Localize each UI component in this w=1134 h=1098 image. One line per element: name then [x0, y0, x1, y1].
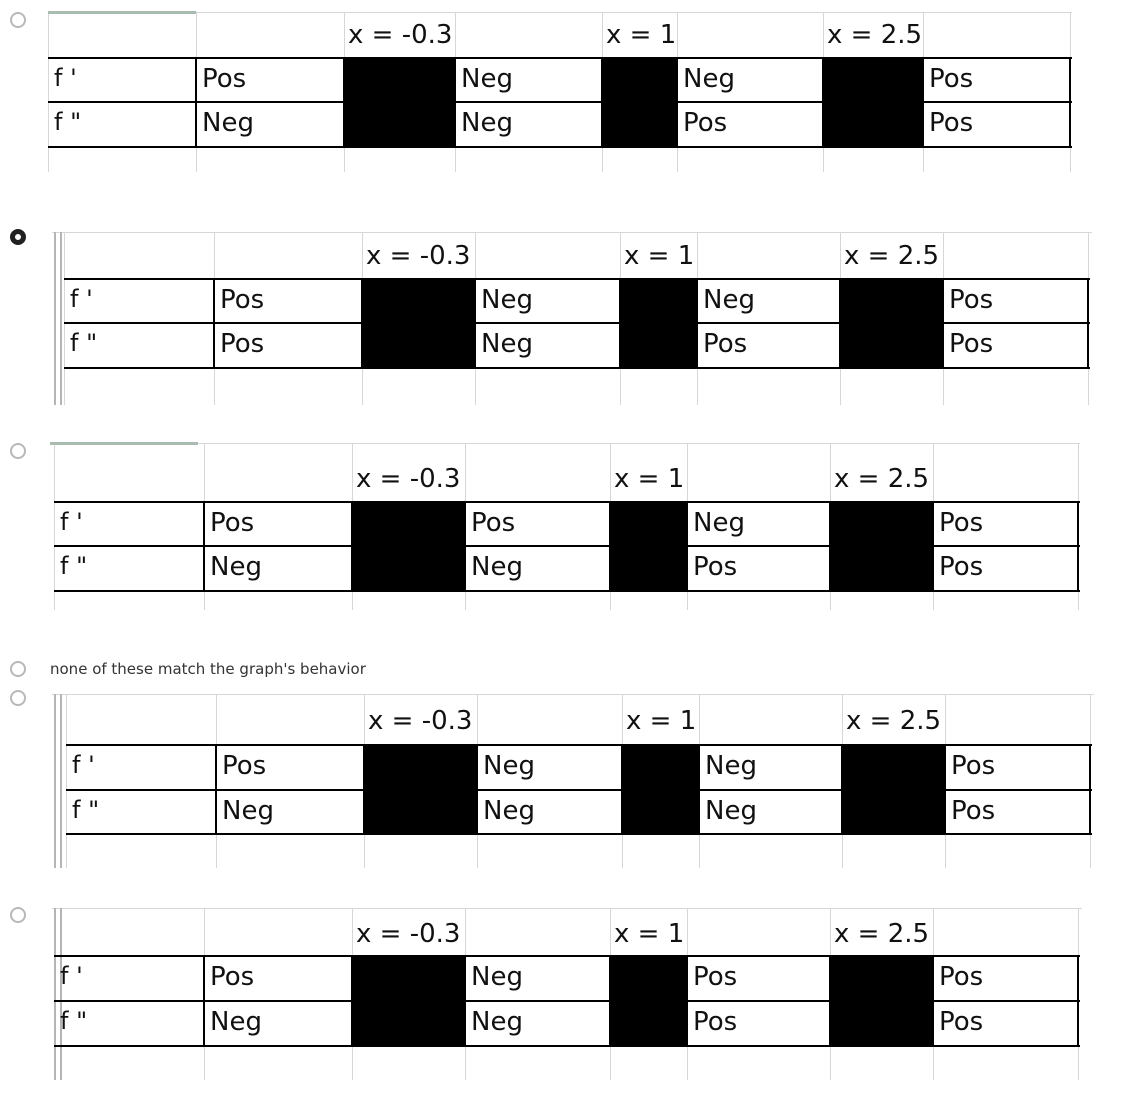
sign-cell: Pos: [949, 329, 994, 359]
table-border: [203, 502, 205, 591]
table-border: [48, 101, 1072, 103]
blocked-cell: [364, 745, 477, 790]
sign-cell: Neg: [483, 796, 535, 826]
sign-cell: Pos: [951, 796, 996, 826]
sign-cell: Neg: [471, 552, 523, 582]
header-label: x = 1: [626, 706, 697, 736]
grid-line: [52, 694, 1094, 695]
table-border: [932, 956, 934, 1046]
row-label-fprime: f ': [70, 285, 93, 313]
row-label-fdouble: f ": [70, 329, 98, 357]
sign-cell: Pos: [210, 508, 255, 538]
table-border: [213, 279, 215, 368]
grid-line: [50, 443, 1080, 444]
table-border: [64, 367, 1090, 369]
table-border: [48, 57, 1072, 59]
table-border: [696, 279, 698, 368]
sign-cell: Neg: [202, 108, 254, 138]
table-border: [619, 279, 621, 368]
table-border: [841, 745, 843, 834]
sign-cell: Pos: [949, 285, 994, 315]
blocked-cell: [610, 1001, 687, 1046]
table-border: [54, 590, 1080, 592]
sheet-top-bar: [50, 442, 198, 445]
table-border: [609, 502, 611, 591]
table-border: [66, 833, 1092, 835]
table-border: [64, 322, 1090, 324]
sign-cell: Neg: [471, 962, 523, 992]
radio-option-3[interactable]: [10, 443, 26, 459]
header-label: x = 1: [624, 241, 695, 271]
sign-cell: Neg: [210, 552, 262, 582]
blocked-cell: [830, 1001, 933, 1046]
sign-cell: Pos: [222, 751, 267, 781]
blocked-cell: [840, 279, 943, 323]
blocked-cell: [344, 58, 455, 102]
sheet-left-bar: [60, 694, 62, 868]
table-border: [601, 58, 603, 147]
blocked-cell: [364, 790, 477, 834]
table-border: [66, 744, 1092, 746]
sign-cell: Neg: [705, 796, 757, 826]
header-label: x = 1: [614, 464, 685, 494]
table-border: [822, 58, 824, 147]
header-label: x = 2.5: [846, 706, 942, 736]
header-label: x = -0.3: [356, 464, 461, 494]
header-label: x = 1: [606, 20, 677, 50]
table-border: [686, 956, 688, 1046]
radio-option-none[interactable]: [10, 661, 26, 677]
blocked-cell: [830, 502, 933, 546]
table-border: [54, 955, 1080, 957]
grid-line: [54, 443, 55, 610]
sign-cell: Pos: [202, 64, 247, 94]
table-border: [1077, 502, 1079, 591]
blocked-cell: [840, 323, 943, 368]
blocked-cell: [352, 546, 465, 591]
sign-cell: Neg: [461, 108, 513, 138]
radio-option-1[interactable]: [10, 12, 26, 28]
table-border: [839, 279, 841, 368]
table-border: [932, 502, 934, 591]
sign-cell: Pos: [220, 285, 265, 315]
sign-cell: Pos: [210, 962, 255, 992]
blocked-cell: [352, 1001, 465, 1046]
sheet-top-bar: [48, 11, 196, 14]
header-label: x = 2.5: [844, 241, 940, 271]
option-none-text: none of these match the graph's behavior: [50, 660, 366, 678]
table-border: [66, 789, 1092, 791]
sign-cell: Pos: [939, 552, 984, 582]
sign-cell: Neg: [705, 751, 757, 781]
table-border: [698, 745, 700, 834]
header-label: x = -0.3: [366, 241, 471, 271]
table-border: [829, 502, 831, 591]
table-border: [48, 146, 1072, 148]
radio-option-5[interactable]: [10, 907, 26, 923]
sign-cell: Pos: [220, 329, 265, 359]
sign-cell: Pos: [929, 108, 974, 138]
blocked-cell: [620, 323, 697, 368]
blocked-cell: [602, 58, 677, 102]
sign-cell: Pos: [693, 552, 738, 582]
table-border: [942, 279, 944, 368]
blocked-cell: [362, 323, 475, 368]
blocked-cell: [622, 790, 699, 834]
table-border: [686, 502, 688, 591]
blocked-cell: [823, 58, 923, 102]
sign-cell: Neg: [461, 64, 513, 94]
sign-cell: Neg: [222, 796, 274, 826]
header-label: x = -0.3: [356, 919, 461, 949]
header-label: x = -0.3: [348, 20, 453, 50]
table-border: [476, 745, 478, 834]
row-label-fprime: f ': [72, 751, 95, 779]
blocked-cell: [362, 279, 475, 323]
sign-cell: Pos: [693, 962, 738, 992]
row-label-fprime: f ': [60, 508, 83, 536]
sign-cell: Neg: [693, 508, 745, 538]
sign-cell: Neg: [703, 285, 755, 315]
table-border: [54, 1000, 1080, 1002]
sheet-left-bar: [54, 694, 56, 868]
blocked-cell: [344, 102, 455, 147]
table-border: [609, 956, 611, 1046]
radio-option-4[interactable]: [10, 690, 26, 706]
header-label: x = 2.5: [834, 464, 930, 494]
header-label: x = 2.5: [834, 919, 930, 949]
grid-line: [64, 232, 65, 405]
blocked-cell: [830, 546, 933, 591]
sign-cell: Pos: [929, 64, 974, 94]
blocked-cell: [602, 102, 677, 147]
sign-cell: Neg: [481, 329, 533, 359]
grid-line: [48, 12, 1072, 13]
table-border: [474, 279, 476, 368]
row-label-fprime: f ': [60, 962, 83, 990]
sign-cell: Pos: [471, 508, 516, 538]
row-label-fdouble: f ": [60, 1007, 88, 1035]
row-label-fdouble: f ": [72, 796, 100, 824]
table-border: [1069, 58, 1071, 147]
table-border: [363, 745, 365, 834]
table-border: [361, 279, 363, 368]
table-border: [454, 58, 456, 147]
blocked-cell: [842, 790, 945, 834]
table-border: [203, 956, 205, 1046]
sheet-left-bar: [54, 232, 56, 405]
blocked-cell: [610, 956, 687, 1001]
grid-line: [52, 232, 1092, 233]
table-border: [1077, 956, 1079, 1046]
table-border: [64, 278, 1090, 280]
table-border: [1087, 279, 1089, 368]
table-border: [195, 58, 197, 147]
blocked-cell: [622, 745, 699, 790]
row-label-fdouble: f ": [60, 552, 88, 580]
table-border: [54, 501, 1080, 503]
radio-option-2[interactable]: [10, 229, 26, 245]
header-label: x = 1: [614, 919, 685, 949]
sign-cell: Neg: [471, 1007, 523, 1037]
sheet-left-bar: [60, 908, 62, 1080]
sign-cell: Neg: [683, 64, 735, 94]
grid-line: [48, 12, 49, 172]
blocked-cell: [842, 745, 945, 790]
table-border: [944, 745, 946, 834]
blocked-cell: [610, 546, 687, 591]
table-border: [464, 956, 466, 1046]
blocked-cell: [352, 956, 465, 1001]
blocked-cell: [620, 279, 697, 323]
sign-cell: Pos: [939, 508, 984, 538]
blocked-cell: [352, 502, 465, 546]
table-border: [829, 956, 831, 1046]
grid-line: [52, 908, 1082, 909]
blocked-cell: [830, 956, 933, 1001]
table-border: [464, 502, 466, 591]
table-border: [621, 745, 623, 834]
blocked-cell: [610, 502, 687, 546]
sign-cell: Pos: [951, 751, 996, 781]
sheet-left-bar: [54, 908, 56, 1080]
table-border: [54, 1045, 1080, 1047]
grid-line: [66, 694, 67, 868]
table-border: [1089, 745, 1091, 834]
table-border: [922, 58, 924, 147]
sign-cell: Neg: [210, 1007, 262, 1037]
sign-cell: Neg: [483, 751, 535, 781]
blocked-cell: [823, 102, 923, 147]
table-border: [676, 58, 678, 147]
sign-cell: Pos: [939, 962, 984, 992]
row-label-fdouble: f ": [54, 108, 82, 136]
header-label: x = 2.5: [827, 20, 923, 50]
table-border: [215, 745, 217, 834]
sign-cell: Pos: [693, 1007, 738, 1037]
sign-cell: Pos: [703, 329, 748, 359]
table-border: [343, 58, 345, 147]
row-label-fprime: f ': [54, 64, 77, 92]
sign-cell: Neg: [481, 285, 533, 315]
table-border: [54, 545, 1080, 547]
table-border: [351, 502, 353, 591]
header-label: x = -0.3: [368, 706, 473, 736]
sign-cell: Pos: [939, 1007, 984, 1037]
table-border: [351, 956, 353, 1046]
sheet-left-bar: [60, 232, 62, 405]
sign-cell: Pos: [683, 108, 728, 138]
